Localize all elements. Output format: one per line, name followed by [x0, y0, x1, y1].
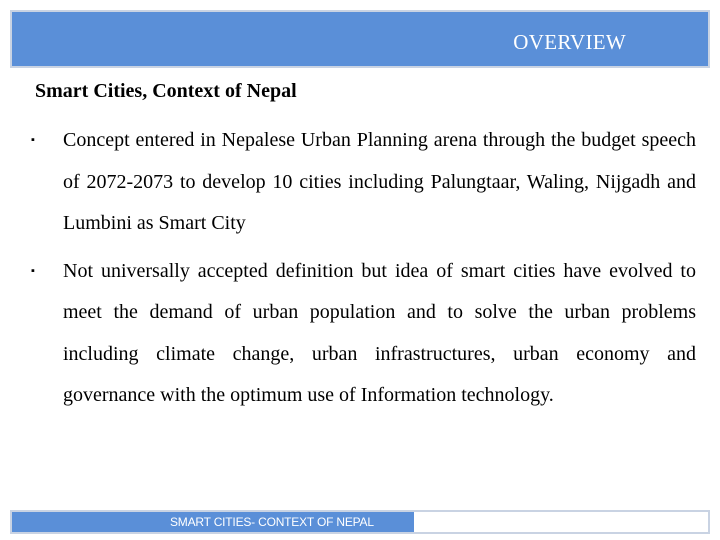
- slide-subtitle: Smart Cities, Context of Nepal: [35, 80, 297, 102]
- bullet-item: [28, 251, 696, 417]
- footer-text: SMART CITIES- CONTEXT OF NEPAL: [170, 515, 374, 529]
- slide-header-title: OVERVIEW: [513, 30, 626, 54]
- bullet-list: [28, 120, 696, 423]
- header-bar: [10, 10, 710, 68]
- square-bullet-icon: ▪: [31, 264, 35, 277]
- square-bullet-icon: ▪: [31, 134, 35, 146]
- bullet-text: Concept entered in Nepalese Urban Planning arena through the budget speech of 2072-2073 to develop 10 cities including Palungtaar, Waling, Nijgadh and Lumbini as Smart City: [63, 129, 696, 234]
- bullet-item: [28, 120, 696, 245]
- bullet-text: Not universally accepted definition but idea of smart cities have evolved to meet the demand of urban population and to solve the urban problems including climate change, urban infrastructures, urban economy and governance with the optimum use of Information technology.: [63, 259, 696, 406]
- footer-bar: [10, 510, 710, 534]
